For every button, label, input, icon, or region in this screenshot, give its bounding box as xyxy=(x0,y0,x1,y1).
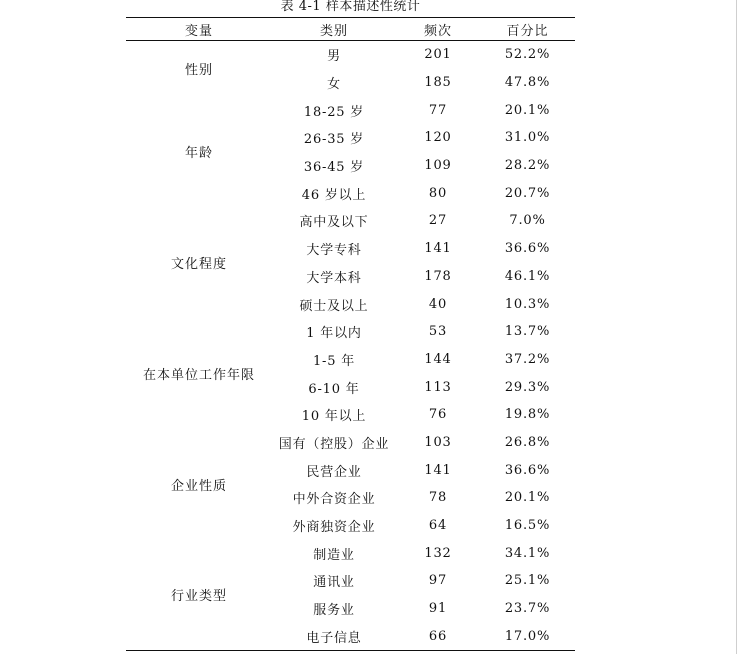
table-header-row xyxy=(126,18,575,41)
variable-cell: 在本单位工作年限 xyxy=(142,367,255,383)
frequency-cell: 120 xyxy=(424,130,452,146)
header-variable: 变量 xyxy=(126,18,272,41)
frequency-cell: 178 xyxy=(424,268,452,284)
variable-cell: 行业类型 xyxy=(170,589,227,605)
category-cell: 外商独资企业 xyxy=(292,520,376,536)
category-cell: 通讯业 xyxy=(313,575,355,591)
percent-cell: 13.7% xyxy=(504,324,551,340)
table-row xyxy=(126,539,575,567)
frequency-cell: 40 xyxy=(428,296,448,312)
category-cell: 女 xyxy=(327,77,341,93)
category-cell: 电子信息 xyxy=(306,630,362,646)
category-cell: 1-5 年 xyxy=(312,353,356,369)
percent-cell: 37.2% xyxy=(504,351,551,367)
frequency-cell: 113 xyxy=(424,379,452,395)
header-category: 类别 xyxy=(272,18,396,41)
percent-cell: 29.3% xyxy=(504,379,551,395)
frequency-cell: 64 xyxy=(428,518,448,534)
percent-cell: 17.0% xyxy=(504,628,551,644)
category-cell: 大学本科 xyxy=(306,270,362,286)
percent-cell: 36.6% xyxy=(504,241,551,257)
percent-cell: 47.8% xyxy=(504,75,551,91)
percent-cell: 52.2% xyxy=(504,47,551,63)
category-cell: 高中及以下 xyxy=(299,215,369,231)
category-cell: 6-10 年 xyxy=(308,381,360,397)
category-cell: 46 岁以上 xyxy=(301,187,367,203)
frequency-cell: 77 xyxy=(428,102,448,118)
frequency-cell: 185 xyxy=(424,75,452,91)
category-cell: 硕士及以上 xyxy=(299,298,369,314)
category-cell: 中外合资企业 xyxy=(292,492,376,508)
category-cell: 男 xyxy=(327,49,341,65)
frequency-cell: 201 xyxy=(424,47,452,63)
frequency-cell: 97 xyxy=(428,573,448,589)
descriptive-statistics-table xyxy=(126,17,575,651)
table-row xyxy=(126,207,575,235)
category-cell: 大学专科 xyxy=(306,243,362,259)
table-row xyxy=(126,318,575,346)
table-body xyxy=(126,41,575,651)
percent-cell: 16.5% xyxy=(504,518,551,534)
category-cell: 18-25 岁 xyxy=(303,104,365,120)
percent-cell: 31.0% xyxy=(504,130,551,146)
percent-cell: 36.6% xyxy=(504,462,551,478)
percent-cell: 23.7% xyxy=(504,601,551,617)
table-row xyxy=(126,41,575,69)
category-cell: 国有（控股）企业 xyxy=(278,436,390,452)
frequency-cell: 78 xyxy=(428,490,448,506)
category-cell: 26-35 岁 xyxy=(303,132,365,148)
frequency-cell: 144 xyxy=(424,351,452,367)
category-cell: 10 年以上 xyxy=(301,409,367,425)
percent-cell: 20.1% xyxy=(504,490,551,506)
frequency-cell: 141 xyxy=(424,241,452,257)
variable-cell: 年龄 xyxy=(184,146,213,162)
header-frequency: 频次 xyxy=(396,18,480,41)
frequency-cell: 66 xyxy=(428,628,448,644)
frequency-cell: 91 xyxy=(428,601,448,617)
category-cell: 36-45 岁 xyxy=(303,160,365,176)
frequency-cell: 132 xyxy=(424,545,452,561)
percent-cell: 25.1% xyxy=(504,573,551,589)
frequency-cell: 53 xyxy=(428,324,448,340)
table-row xyxy=(126,429,575,457)
variable-cell: 性别 xyxy=(184,63,213,79)
variable-cell: 企业性质 xyxy=(170,478,227,494)
percent-cell: 10.3% xyxy=(504,296,551,312)
percent-cell: 7.0% xyxy=(509,213,546,229)
frequency-cell: 76 xyxy=(428,407,448,423)
percent-cell: 20.1% xyxy=(504,102,551,118)
table-row xyxy=(126,96,575,124)
category-cell: 服务业 xyxy=(313,603,355,619)
percent-cell: 26.8% xyxy=(504,434,551,450)
percent-cell: 34.1% xyxy=(504,545,551,561)
table-caption: 表 4-1 样本描述性统计 xyxy=(280,0,421,14)
percent-cell: 28.2% xyxy=(504,158,551,174)
category-cell: 1 年以内 xyxy=(306,326,362,342)
page-edge-line xyxy=(736,0,737,654)
category-cell: 民营企业 xyxy=(306,464,362,480)
header-percent: 百分比 xyxy=(480,18,575,41)
percent-cell: 46.1% xyxy=(504,268,551,284)
percent-cell: 19.8% xyxy=(504,407,551,423)
variable-cell: 文化程度 xyxy=(170,257,227,272)
percent-cell: 20.7% xyxy=(504,185,551,201)
frequency-cell: 103 xyxy=(424,434,452,450)
category-cell: 制造业 xyxy=(313,547,355,563)
frequency-cell: 80 xyxy=(428,185,448,201)
frequency-cell: 141 xyxy=(424,462,452,478)
frequency-cell: 109 xyxy=(424,158,452,174)
frequency-cell: 27 xyxy=(428,213,448,229)
